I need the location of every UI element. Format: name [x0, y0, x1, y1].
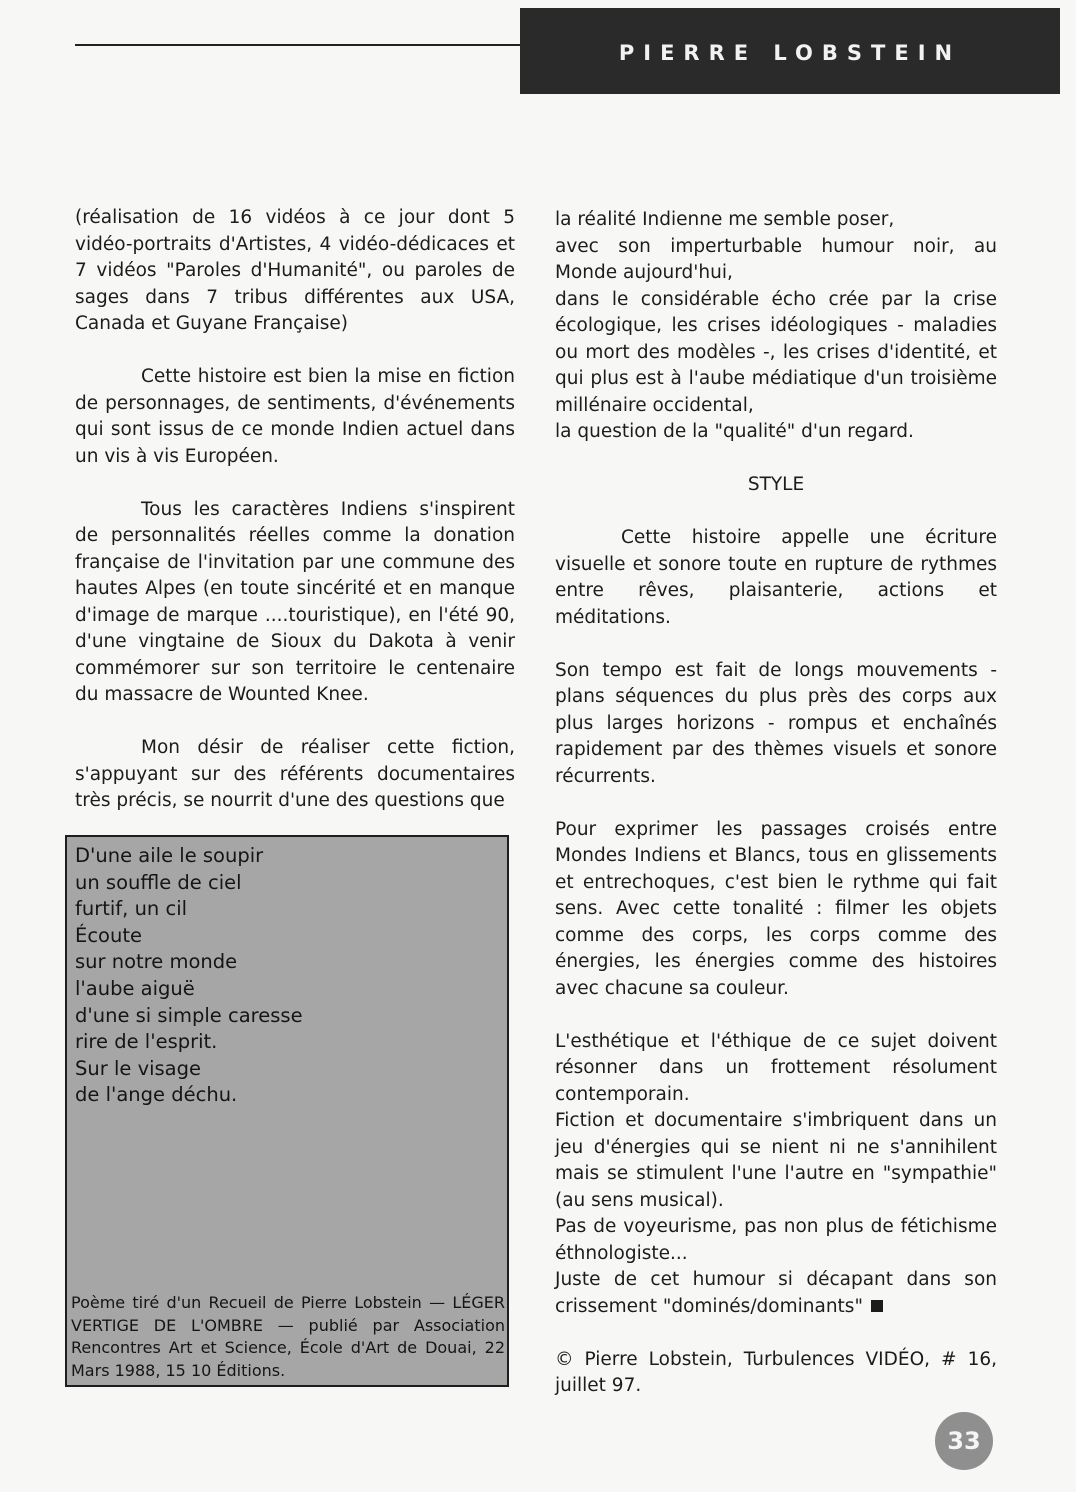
poem-line: un souffle de ciel	[75, 870, 242, 894]
style-heading: STYLE	[747, 474, 805, 495]
paragraph-videos: (réalisation de 16 vidéos à ce jour dont 5 vidéo-portraits d'Artistes, 4 vidéo-dédicaces et 7 vidéos "Paroles d'Humanité", ou paroles de sages dans 7 tribus différentes aux USA, Canada et Guyane Française)	[75, 207, 515, 334]
poem-line: Écoute	[75, 923, 142, 947]
text-line: dans le considérable écho crée par la crise écologique, les crises idéologiques - maladies ou mort des modèles -, les crises d'identité, et qui plus est à l'aube médiatique d'un troisième millénaire occidental,	[555, 288, 997, 416]
text-line: Fiction et documentaire s'imbriquent dans un jeu d'énergies qui se nient ni ne s'annihilent mais se stimulent l'une l'autre en "sympathie" (au sens musical).	[555, 1110, 997, 1211]
poem-line: rire de l'esprit.	[75, 1030, 218, 1054]
poem-line: D'une aile le soupir	[75, 844, 264, 867]
paragraph-aesthetics	[555, 1029, 997, 1321]
end-mark-square-icon	[871, 1300, 883, 1312]
header-rule	[75, 44, 525, 46]
text-line: la question de la "qualité" d'un regard.	[555, 421, 914, 442]
text-line: la réalité Indienne me semble poser,	[555, 209, 895, 230]
paragraph-rhythm: Pour exprimer les passages croisés entre Mondes Indiens et Blancs, tous en glissements et entrechoques, c'est bien le rythme qui fait sens. Avec cette tonalité : filmer les objets comme des corps, les corps comme des énergies, les énergies comme des histoires avec chacune sa couleur.	[555, 818, 997, 999]
paragraph-characters: Tous les caractères Indiens s'inspirent de personnalités réelles comme la donation française de l'invitation par une commune des hautes Alpes (en toute sincérité et en manque d'image de marque ....touristique), en l'été 90, d'une vingtaine de Sioux du Dakota à venir commémorer sur son territoire le centenaire du massacre de Wounted Knee.	[75, 498, 515, 705]
page-number: 33	[935, 1412, 993, 1470]
author-header: PIERRE LOBSTEIN	[618, 41, 962, 65]
paragraph-desire: Mon désir de réaliser cette fiction, s'appuyant sur des référents documentaires très précis, se nourrit d'une des questions que	[75, 737, 515, 811]
paragraph-style-writing: Cette histoire appelle une écriture visuelle et sonore toute en rupture de rythmes entre rêves, plaisanterie, actions et méditations.	[555, 527, 997, 628]
poem-line: Sur le visage	[75, 1056, 202, 1080]
poem	[75, 843, 303, 1109]
text-line: avec son imperturbable humour noir, au Monde aujourd'hui,	[555, 235, 997, 283]
text-line	[555, 1267, 997, 1320]
poem-line: d'une si simple caresse	[75, 1003, 303, 1027]
poem-caption: Poème tiré d'un Recueil de Pierre Lobstein — LÉGER VERTIGE DE L'OMBRE — publié par Association Rencontres Art et Science, École d'Art de Douai, 22 Mars 1988, 15 10 Éditions.	[71, 1293, 505, 1380]
credit-line: © Pierre Lobstein, Turbulences VIDÉO, # 16, juillet 97.	[555, 1348, 997, 1396]
paragraph-tempo: Son tempo est fait de longs mouvements - plans séquences du plus près des corps aux plus larges horizons - rompus et enchaînés rapidement par des thèmes visuels et sonore récurrents.	[555, 659, 997, 787]
header-bar	[520, 8, 1060, 94]
poem-box	[65, 835, 509, 1387]
right-column	[555, 207, 997, 1400]
left-column	[75, 205, 515, 815]
text-line: Pas de voyeurisme, pas non plus de fétichisme éthnologiste...	[555, 1216, 997, 1264]
poem-line: sur notre monde	[75, 950, 238, 974]
poem-line: furtif, un cil	[75, 897, 188, 921]
poem-line: l'aube aiguë	[75, 976, 195, 1000]
poem-line: de l'ange déchu.	[75, 1083, 238, 1107]
text-line: L'esthétique et l'éthique de ce sujet doivent résonner dans un frottement résolument contemporain.	[555, 1030, 997, 1105]
paragraph-reality	[555, 207, 997, 446]
paragraph-fiction: Cette histoire est bien la mise en fiction de personnages, de sentiments, d'événements qui sont issus de ce monde Indien actuel dans un vis à vis Européen.	[75, 366, 515, 467]
closing-text: Juste de cet humour si décapant dans son crissement "dominés/dominants"	[555, 1269, 997, 1317]
